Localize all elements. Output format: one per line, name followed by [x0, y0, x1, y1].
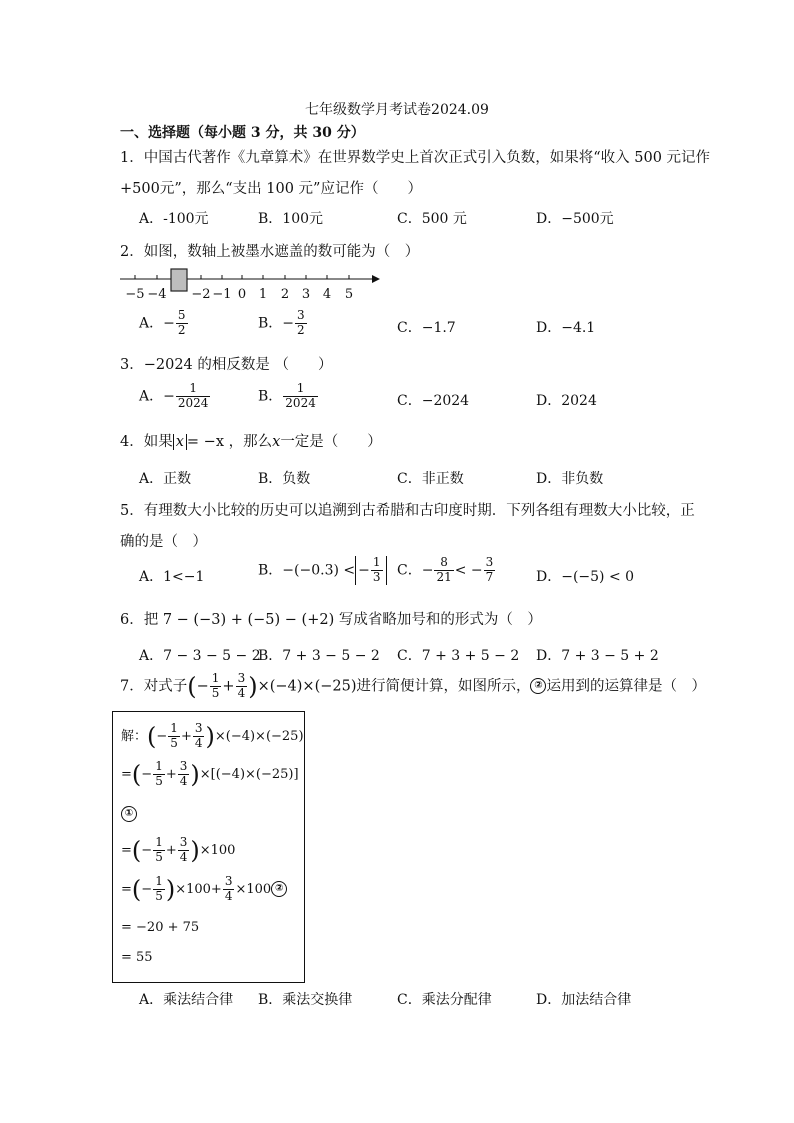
q3-text: 3．−2024 的相反数是 （ ） [120, 357, 333, 373]
q5-option-d: D．−(−5) < 0 [536, 569, 635, 585]
q5-option-c: C．− $\frac{8}{21}$ < − $\frac{3}{7}$ [397, 555, 494, 584]
section-heading: 一、选择题（每小题 3 分，共 30 分） [120, 125, 365, 141]
q2-text: 2．如图，数轴上被墨水遮盖的数可能为（ ） [120, 244, 420, 260]
q6-option-d: D．7 + 3 − 5 + 2 [536, 648, 659, 664]
q3-option-c: C．−2024 [397, 393, 470, 409]
q4-option-b: B．负数 [258, 471, 311, 487]
q1-option-d: D．−500元 [536, 211, 614, 227]
q7-option-c: C．乘法分配律 [397, 992, 492, 1008]
tick-label: 1 [258, 287, 268, 302]
tick-label: 2 [280, 287, 290, 302]
q7-option-d: D．加法结合律 [536, 992, 632, 1008]
q7-option-b: B．乘法交换律 [258, 992, 353, 1008]
q5-option-a: A．1<−1 [139, 569, 205, 585]
q3-option-a: A．− $\frac{1}{2024}$ [139, 381, 209, 410]
solution-box [112, 711, 305, 983]
solution-step-5: = −20 + 75 [121, 920, 200, 935]
q1-option-b: B．100元 [258, 211, 324, 227]
number-line-figure [118, 265, 380, 305]
q6-option-c: C．7 + 3 + 5 − 2 [397, 648, 520, 664]
q2-option-a: A．− $\frac{5}{2}$ [139, 308, 186, 337]
q5-text-line1: 5．有理数大小比较的历史可以追溯到古希腊和古印度时期．下列各组有理数大小比较，正 [120, 503, 695, 519]
q6-option-a: A．7 − 3 − 5 − 2 [139, 648, 261, 664]
q4-option-c: C．非正数 [397, 471, 464, 487]
q7-option-a: A．乘法结合律 [139, 992, 234, 1008]
circled-one-icon: ① [121, 806, 137, 822]
tick-label: 4 [322, 287, 332, 302]
tick-label: 5 [344, 287, 354, 302]
solution-step-2: =(− $\frac{1}{5}$ + $\frac{3}{4}$ )×[(−4)×(−25)] [121, 759, 299, 789]
tick-label: −5 [125, 287, 145, 302]
solution-step-marker-1 [121, 806, 137, 822]
q4-option-a: A．正数 [139, 471, 192, 487]
q6-option-b: B．7 + 3 − 5 − 2 [258, 648, 380, 664]
tick-label: −4 [147, 287, 167, 302]
q7-text: 7．对式子(− $\frac{1}{5}$ + $\frac{3}{4}$ )×(−4)×(−25)进行简便计算，如图所示， ② 运用到的运算律是（ ） [120, 671, 706, 701]
q4-text: 4．如果 x = −x ，那么x一定是（ ） [120, 434, 382, 450]
circled-two-icon: ② [530, 678, 546, 694]
q2-option-d: D．−4.1 [536, 320, 596, 336]
tick-label: −2 [191, 287, 211, 302]
ink-blot [171, 269, 187, 291]
solution-step-3: =(− $\frac{1}{5}$ + $\frac{3}{4}$ )×100 [121, 835, 236, 865]
q1-option-c: C．500 元 [397, 211, 467, 227]
circled-two-icon: ② [271, 881, 287, 897]
q1-text-line2: +500元”，那么“支出 100 元”应记作（ ） [120, 181, 422, 197]
q6-text: 6．把 7 − (−3) + (−5) − (+2) 写成省略加号和的形式为（ ） [120, 612, 542, 628]
tick-label: 3 [301, 287, 311, 302]
solution-step-1: 解：(− $\frac{1}{5}$ + $\frac{3}{4}$ )×(−4)×(−25) [121, 721, 304, 751]
solution-step-6: = 55 [121, 950, 153, 965]
solution-step-4: =(− $\frac{1}{5}$ )×100+ $\frac{3}{4}$ ×100 ② [121, 875, 287, 904]
q3-option-d: D．2024 [536, 393, 597, 409]
q1-text-line1: 1．中国古代著作《九章算术》在世界数学史上首次正式引入负数，如果将“收入 500 元记作 [120, 150, 711, 166]
exam-title: 七年级数学月考试卷2024.09 [305, 102, 489, 118]
q2-option-c: C．−1.7 [397, 320, 456, 336]
q4-option-d: D．非负数 [536, 471, 604, 487]
q3-option-b: B． $\frac{1}{2024}$ [258, 381, 316, 410]
q2-option-b: B．− $\frac{3}{2}$ [258, 308, 305, 337]
arrow-icon [372, 275, 380, 283]
tick-label: −1 [212, 287, 232, 302]
tick-label: 0 [237, 287, 247, 302]
q5-option-b: B．−(−0.3) < − $\frac{1}{3}$ [258, 556, 387, 585]
q1-option-a: A．-100元 [139, 211, 209, 227]
q5-text-line2: 确的是（ ） [120, 534, 207, 550]
